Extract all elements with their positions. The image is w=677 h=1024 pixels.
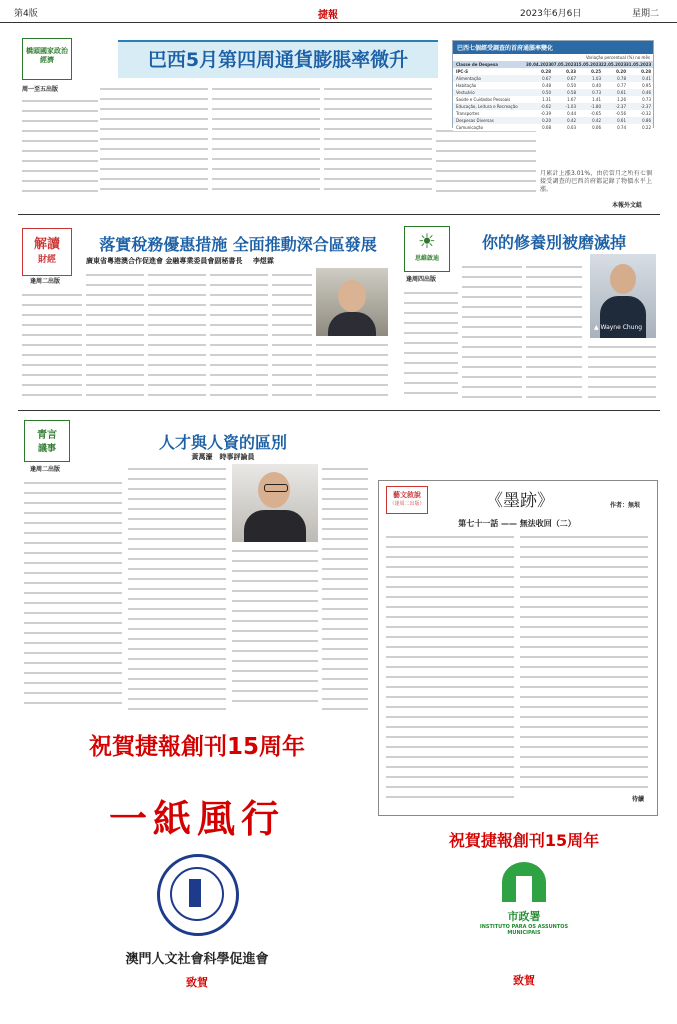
- table-cell: 1.03: [592, 76, 601, 81]
- suit-shape: [244, 510, 306, 542]
- table-cell: 0.61: [617, 90, 626, 95]
- author-title: 廣東省粵港澳合作促進會 金融專業委員會副秘書長: [86, 257, 243, 265]
- byline: 本報外文組: [612, 202, 643, 209]
- ad-title: 祝賀捷報創刊15周年: [448, 831, 600, 850]
- table-cell: 0.86: [642, 118, 651, 123]
- table-cell: Saúde e Cuidados Pessoais: [456, 97, 511, 102]
- glasses-shape: [264, 484, 288, 492]
- table-cell: -2.37: [640, 104, 651, 109]
- table-cell: 0.08: [542, 125, 551, 130]
- table-cell: 0.73: [642, 97, 651, 102]
- table-cell: Vestuário: [456, 90, 475, 95]
- table-cell: 0.50: [542, 90, 551, 95]
- table-cell: 0.46: [642, 90, 651, 95]
- table-row: [453, 75, 653, 82]
- table-cell: 1.67: [567, 97, 576, 102]
- author-photo: [232, 464, 318, 542]
- chapter-title: 第七十一話 —— 無法收回（二）: [458, 519, 576, 528]
- table-cell: 0.78: [617, 76, 626, 81]
- congrats-ad-left: [22, 716, 372, 1014]
- table-cell: -0.32: [640, 111, 651, 116]
- table-cell: -0.56: [615, 111, 626, 116]
- photo-caption: ▲ Wayne Chung: [594, 324, 643, 331]
- table-cell: 0.20: [616, 69, 626, 74]
- table-cell: 1.26: [617, 97, 626, 102]
- logo-mark: [189, 879, 201, 907]
- table-cell: -0.62: [540, 104, 551, 109]
- table-cell: -1.03: [565, 104, 576, 109]
- suit-shape: [328, 312, 376, 336]
- column-logo-text: 財經: [37, 255, 56, 265]
- table-row: [453, 61, 653, 68]
- table-cell: 0.44: [567, 111, 576, 116]
- article-text: [232, 546, 318, 710]
- article-text: [404, 288, 458, 402]
- congrats-ad-right: [392, 820, 656, 1014]
- article-text: [22, 96, 98, 196]
- author-photo: [316, 268, 388, 336]
- table-cell: -2.37: [615, 104, 626, 109]
- table-cell: 0.28: [641, 69, 651, 74]
- table-cell: 0.22: [642, 125, 651, 130]
- column-logo-text: 藝文敘說: [393, 491, 421, 499]
- column-logo-text: 解讀: [33, 237, 60, 252]
- article-text: [272, 270, 312, 400]
- table-cell: 0.67: [567, 76, 576, 81]
- table-cell: Transportes: [456, 111, 480, 116]
- article-text: [24, 478, 122, 710]
- face-shape: [338, 280, 366, 312]
- table-cell: -0.65: [590, 111, 601, 116]
- article-text: [212, 84, 320, 196]
- ad-congrats: 致賀: [513, 974, 535, 987]
- column-schedule: 逢周二出版: [30, 466, 61, 473]
- table-cell: -0.39: [540, 111, 551, 116]
- article-text: [462, 262, 522, 402]
- ad-org-pt: INSTITUTO PARA OS ASSUNTOS MUNICIPAIS: [479, 924, 569, 936]
- ad-org: 市政署: [507, 910, 541, 923]
- headline-moral: 你的修養別被磨滅掉: [481, 233, 626, 252]
- table-cell: 0.50: [567, 83, 576, 88]
- table-cell: 0.28: [541, 69, 551, 74]
- column-schedule: 逢周二出版: [30, 278, 61, 285]
- fiction-title: 《墨跡》: [486, 491, 554, 511]
- article-text: [588, 342, 656, 402]
- headline-inflation: 巴西5月第四周通貨膨脹率微升: [147, 49, 409, 71]
- table-subtitle: Variação percentual (%) no mês: [585, 55, 650, 60]
- table-cell: 0.33: [566, 69, 576, 74]
- article-text: [148, 270, 206, 400]
- table-cell: 22.05.2023: [601, 62, 627, 67]
- article-text: [210, 270, 268, 400]
- table-title: 巴西七個經受調查的首府通脹率變化: [453, 41, 653, 54]
- table-cell: 15.05.2023: [576, 62, 602, 67]
- column-logo: [22, 228, 72, 276]
- inflation-table: [452, 40, 654, 128]
- article-text: [520, 532, 648, 790]
- table-cell: 30.04.2023: [526, 62, 552, 67]
- column-logo-text: 議事: [37, 444, 56, 454]
- column-schedule: 周一至五出版: [22, 86, 59, 93]
- article-text: [386, 532, 514, 802]
- table-cell: 1.41: [592, 97, 601, 102]
- headline-banner: [118, 40, 438, 78]
- table-cell: 0.77: [617, 83, 626, 88]
- table-cell: 0.42: [567, 118, 576, 123]
- column-logo-text: 青言: [37, 430, 57, 441]
- column-logo-text: 思維啟迪: [414, 255, 439, 262]
- table-row: [453, 96, 653, 103]
- article-text: [128, 464, 226, 710]
- table-cell: 0.41: [642, 76, 651, 81]
- table-cell: 0.95: [642, 83, 651, 88]
- article-text: [322, 464, 368, 710]
- table-row: [453, 117, 653, 124]
- article-text: [436, 126, 536, 196]
- suit-shape: [600, 296, 646, 338]
- divider: [18, 214, 660, 215]
- table-cell: 0.03: [567, 125, 576, 130]
- page-number: 第4版: [14, 9, 38, 19]
- table-row: [453, 110, 653, 117]
- table-cell: 0.40: [592, 83, 601, 88]
- masthead: [0, 0, 677, 23]
- table-cell: 0.48: [542, 83, 551, 88]
- table-cell: Habitação: [456, 83, 477, 88]
- table-row: [453, 89, 653, 96]
- ad-org: 澳門人文社會科學促進會: [125, 952, 269, 967]
- byline: 黃萬濠 時事評論員: [191, 453, 255, 461]
- table-row: [453, 103, 653, 110]
- table-cell: IPC-S: [456, 69, 468, 74]
- article-text: [316, 340, 388, 400]
- column-logo: [386, 486, 428, 514]
- ad-congrats: 致賀: [186, 976, 208, 989]
- article-text: [324, 84, 432, 196]
- to-be-continued: 待續: [632, 796, 645, 803]
- article-text: [86, 270, 144, 400]
- subhead: [86, 256, 390, 266]
- table-cell: 0.25: [591, 69, 601, 74]
- article-text: [22, 290, 82, 400]
- ad-title: 祝賀捷報創刊15周年: [88, 734, 305, 760]
- ad-slogan: 一紙風行: [108, 796, 285, 841]
- author-name: 李煜霖: [252, 257, 274, 265]
- column-logo: [22, 38, 72, 80]
- association-logo: [157, 854, 239, 936]
- table-cell: 0.58: [567, 90, 576, 95]
- iam-logo: [492, 862, 556, 902]
- table-cell: 0.67: [542, 76, 551, 81]
- column-logo: [24, 420, 70, 462]
- table-cell: 0.61: [617, 118, 626, 123]
- column-schedule: 逢周四出版: [406, 276, 437, 283]
- weekday: 星期二: [632, 9, 660, 19]
- fiction-author: 作者：無垠: [610, 502, 641, 509]
- table-cell: 0.20: [542, 118, 551, 123]
- logo-shape: [516, 876, 532, 902]
- table-cell: 31.05.2023: [626, 62, 652, 67]
- table-cell: 0.73: [592, 90, 601, 95]
- table-row: [453, 124, 653, 131]
- table-cell: Alimentação: [456, 76, 481, 81]
- table-cell: 0.74: [617, 125, 626, 130]
- column-logo: [404, 226, 450, 272]
- article-last-line: 月累計上漲3.01%，由於當月之所有七個接受調查的巴西首府都記錄了物價水平上漲。: [540, 170, 652, 193]
- table-cell: -1.80: [590, 104, 601, 109]
- divider: [18, 410, 660, 411]
- article-text: [100, 84, 208, 196]
- paper-name: 捷報: [318, 10, 338, 21]
- table-row: [453, 82, 653, 89]
- headline-tax: 落實稅務優惠措施 全面推動深合區發展: [99, 235, 377, 254]
- table-cell: 1.31: [542, 97, 551, 102]
- table-cell: Educação, Leitura e Recreação: [456, 104, 518, 109]
- table-cell: Despesas Diversas: [456, 118, 494, 123]
- table-cell: Classe de Despesa: [456, 62, 498, 67]
- headline-talent: 人才與人資的區別: [158, 433, 287, 452]
- table-cell: Comunicação: [456, 125, 484, 130]
- column-logo-text: 橋頭國家政治經濟: [26, 47, 68, 64]
- table-cell: 07.05.2023: [551, 62, 577, 67]
- face-shape: [610, 264, 636, 294]
- column-schedule: （逢周二出版）: [389, 501, 425, 507]
- lightbulb-icon: ☀: [418, 229, 436, 253]
- table-cell: 0.06: [592, 125, 601, 130]
- issue-date: 2023年6月6日: [520, 9, 582, 19]
- article-text: [526, 262, 582, 402]
- table-row: [453, 68, 653, 75]
- table-cell: 0.42: [592, 118, 601, 123]
